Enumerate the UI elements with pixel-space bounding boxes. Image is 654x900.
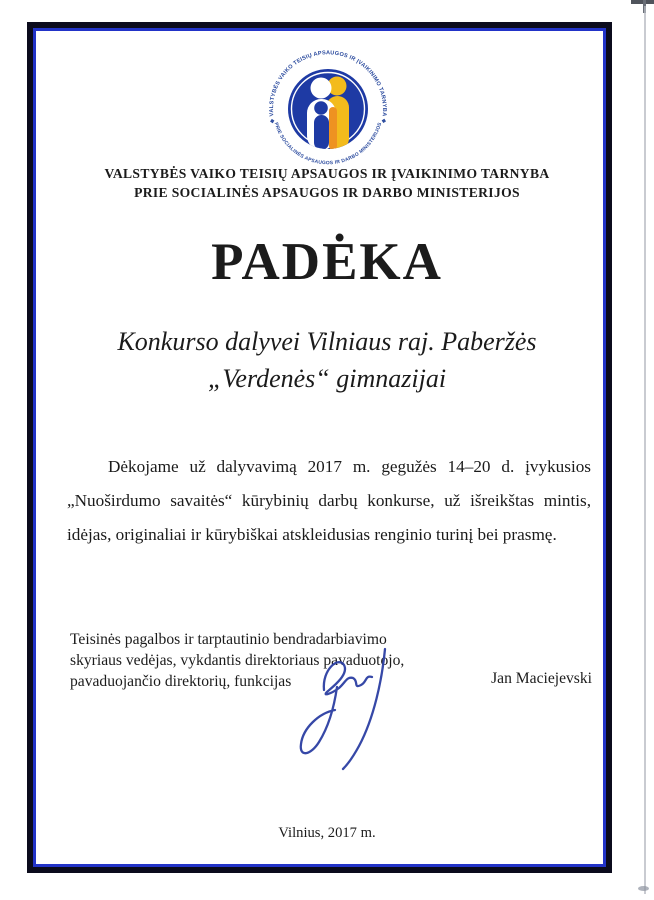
issuer-line-2: PRIE SOCIALINĖS APSAUGOS IR DARBO MINISTERIJOS	[134, 185, 520, 201]
body-line: idėjas, originaliai ir kūrybiškai atskleidusias renginio turinį bei prasmę.	[67, 525, 557, 545]
signature-flourish-stroke	[324, 662, 372, 694]
signatory-name: Jan Maciejevski	[491, 670, 592, 687]
body-line: „Nuoširdumo savaitės“ kūrybinių darbų konkurse, už išreikštas mintis,	[67, 491, 591, 511]
agency-seal-logo	[262, 43, 394, 175]
logo-figures	[307, 77, 349, 151]
signature-spine-stroke	[343, 649, 385, 769]
body-paragraph	[67, 450, 591, 552]
logo-arc-top-textpath: ❖ VALSTYBĖS VAIKO TEISIŲ APSAUGOS IR ĮVAIKINIMO TARNYBA ❖	[268, 50, 388, 124]
page-edge-line	[644, 6, 646, 894]
logo-blue-child-figure	[314, 101, 329, 150]
recipient-dedication	[40, 324, 614, 398]
signatory-role-line: pavaduojančio direktorių, funkcijas	[70, 673, 292, 691]
handwritten-signature	[288, 646, 398, 771]
issuer-heading	[40, 164, 614, 203]
page-edge-mark	[638, 886, 649, 891]
signatory-role-line: Teisinės pagalbos ir tarptautinio bendradarbiavimo	[70, 631, 387, 648]
issuer-line-1: VALSTYBĖS VAIKO TEISIŲ APSAUGOS IR ĮVAIKINIMO TARNYBA	[104, 166, 550, 181]
logo-arc-bottom-textpath: PRIE SOCIALINĖS APSAUGOS IR DARBO MINISTERIJOS	[272, 121, 384, 167]
recipient-line-1: Konkurso dalyvei Vilniaus raj. Paberžės	[117, 327, 537, 356]
recipient-line-2: „Verdenės“ gimnazijai	[207, 363, 447, 393]
signature-loop-stroke	[301, 687, 337, 753]
signatory-role-line: skyriaus vedėjas, vykdantis direktoriaus pavaduotojo,	[70, 652, 405, 670]
signatory-role	[70, 629, 460, 693]
body-line: Dėkojame už dalyvavimą 2017 m. gegužės 14–20 d. įvykusios	[108, 457, 591, 476]
logo-orange-child-figure	[329, 107, 337, 150]
place-and-date: Vilnius, 2017 m.	[278, 825, 376, 841]
certificate-title: PADĖKA	[211, 233, 443, 291]
